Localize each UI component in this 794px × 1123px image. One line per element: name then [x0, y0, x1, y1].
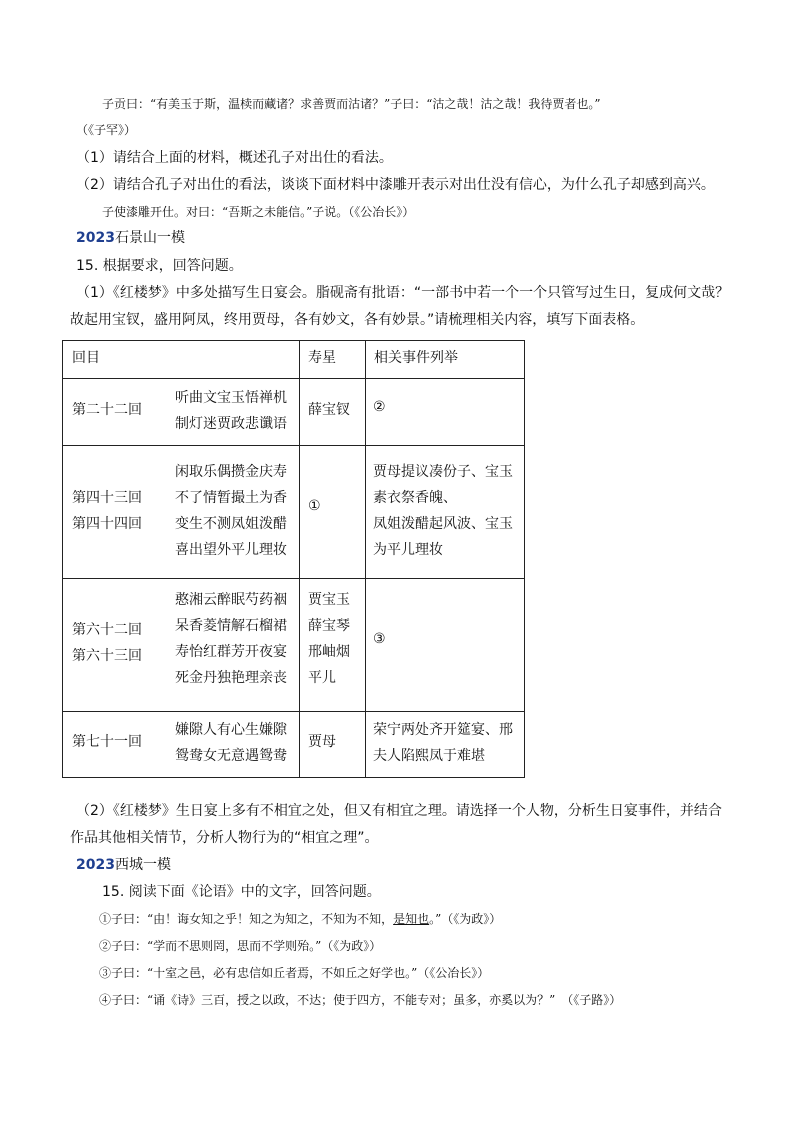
- section-name: 西城一模: [114, 857, 171, 873]
- birthday-people: [300, 579, 365, 691]
- star-cell: [300, 446, 366, 579]
- events-cell: [366, 712, 525, 778]
- event-line: 荣宁两处齐开筵宴、邢: [373, 722, 513, 738]
- header-cell: [366, 341, 525, 379]
- question-15-heading: 15. 根据要求，回答问题。: [76, 258, 243, 274]
- chapter-title: 不了情暂撮土为香: [175, 490, 287, 506]
- chapter-title: 变生不测凤姐泼醋: [175, 516, 287, 532]
- star-cell: [300, 379, 366, 446]
- birthday-person: 邢岫烟: [308, 644, 350, 660]
- chapter-cell: [63, 379, 300, 446]
- question-1: （1）请结合上面的材料，概述孔子对出仕的看法。: [76, 150, 393, 166]
- quote-speaker: 子贡曰：: [102, 97, 151, 111]
- table-row: [63, 379, 525, 446]
- header-cell: [63, 341, 300, 379]
- chapter-titles: [175, 717, 287, 769]
- birthday-person: 贾宝玉: [308, 592, 350, 608]
- chapter-title: 鸳鸯女无意遇鸳鸯: [175, 748, 287, 764]
- section-heading-shijingshan: [76, 228, 185, 248]
- question-15-part1-line2: 故起用宝钗，盛用阿凤，终用贾母，各有妙文，各有妙景。”请梳理相关内容，填写下面表格。: [70, 312, 645, 328]
- header-events: 相关事件列举: [374, 350, 458, 366]
- table-row: [63, 712, 525, 778]
- chapter-numbers: [72, 617, 142, 669]
- event-list: [366, 446, 524, 563]
- chapter-number: 第六十二回: [72, 622, 142, 638]
- chapter-title: 制灯迷贾政悲谶语: [175, 416, 287, 432]
- chapter-titles: [175, 459, 287, 563]
- birthday-person: 平儿: [308, 670, 336, 686]
- answer-blank-2: ②: [373, 399, 386, 415]
- event-line: 素衣祭香魄、: [373, 490, 457, 506]
- chapter-number: 第六十三回: [72, 648, 142, 664]
- analects-item-1: [99, 909, 501, 929]
- chapter-number: 第二十二回: [72, 402, 142, 418]
- underlined-phrase: 是知也: [393, 912, 430, 926]
- quote-zigong: [102, 94, 601, 114]
- chapter-cell: [63, 579, 300, 712]
- birthday-table: [62, 340, 525, 778]
- header-huimu: 回目: [72, 350, 100, 366]
- question-15-part2-line1: （2）《红楼梦》生日宴上多有不相宜之处，但又有相宜之理。请选择一个人物，分析生日宴事件，并结合: [76, 803, 722, 819]
- question-15-part2-line2: 作品其他相关情节，分析人物行为的“相宜之理”。: [70, 830, 379, 846]
- analects-item-2: ②子曰：“学而不思则罔，思而不学则殆。”（《为政》）: [99, 939, 382, 953]
- chapter-cell: [63, 446, 300, 579]
- birthday-person: 薛宝琴: [308, 618, 350, 634]
- events-cell: [366, 379, 525, 446]
- section-name: 石景山一模: [114, 230, 185, 246]
- chapter-numbers: [72, 485, 142, 537]
- answer-blank-1: ①: [308, 498, 321, 514]
- event-list: [366, 712, 524, 769]
- events-cell: [366, 446, 525, 579]
- source-zihan: （《子罕》）: [76, 123, 137, 137]
- analects-text: ①子曰：“由！诲女知之乎！知之为知之，不知为不知，: [99, 912, 394, 926]
- event-line: 为平儿理妆: [373, 542, 443, 558]
- birthday-person: 薛宝钗: [308, 402, 350, 418]
- question-15-part1-line1: （1）《红楼梦》中多处描写生日宴会。脂砚斋有批语：“一部书中若一个一个只管写过生日，复成何文哉？: [76, 285, 730, 301]
- quote-text: “有美玉于斯，温椟而藏诸？求善贾而沽诸？”子曰：“沽之哉！沽之哉！我待贾者也。”: [150, 97, 601, 111]
- chapter-number: 第四十三回: [72, 490, 142, 506]
- chapter-title: 憨湘云醉眠芍药裀: [175, 592, 287, 608]
- star-cell: [300, 712, 366, 778]
- year-label: 2023: [76, 857, 115, 873]
- table-header-row: [63, 341, 525, 379]
- answer-blank-3: ③: [373, 631, 386, 647]
- analects-item-3: ③子曰：“十室之邑，必有忠信如丘者焉，不如丘之好学也。”（《公冶长》）: [99, 966, 490, 980]
- section-heading-xicheng: [76, 855, 171, 875]
- event-line: 夫人陷熙凤于难堪: [373, 748, 485, 764]
- chapter-title: 寿怡红群芳开夜宴: [175, 644, 287, 660]
- header-cell: [300, 341, 366, 379]
- chapter-cell: [63, 712, 300, 778]
- year-label: 2023: [76, 230, 115, 246]
- table-row: [63, 446, 525, 579]
- question-2: （2）请结合孔子对出仕的看法，谈谈下面材料中漆雕开表示对出仕没有信心，为什么孔子却感到高兴。: [76, 177, 715, 193]
- chapter-title: 听曲文宝玉悟禅机: [175, 390, 287, 406]
- chapter-titles: [175, 587, 287, 691]
- event-line: 贾母提议凑份子、宝玉: [373, 464, 513, 480]
- chapter-title: 嫌隙人有心生嫌隙: [175, 722, 287, 738]
- chapter-number: 第七十一回: [72, 734, 142, 750]
- chapter-title: 死金丹独艳理亲丧: [175, 670, 287, 686]
- star-cell: [300, 579, 366, 712]
- quote-qidiaokai: 子使漆雕开仕。对曰：“吾斯之未能信。”子说。（《公冶长》）: [102, 205, 415, 219]
- birthday-person: 贾母: [308, 734, 336, 750]
- chapter-title: 呆香菱情解石榴裙: [175, 618, 287, 634]
- table-row: [63, 579, 525, 712]
- question-15-xicheng-heading: 15. 阅读下面《论语》中的文字，回答问题。: [102, 884, 381, 900]
- chapter-number: 第四十四回: [72, 516, 142, 532]
- chapter-title: 闲取乐偶攒金庆寿: [175, 464, 287, 480]
- analects-item-4: ④子曰：“诵《诗》三百，授之以政，不达；使于四方，不能专对；虽多，亦奚以为？” （《子路》）: [99, 993, 622, 1007]
- events-cell: [366, 579, 525, 712]
- analects-source: 。”（《为政》）: [429, 912, 502, 926]
- header-shouxing: 寿星: [308, 350, 336, 366]
- chapter-title: 喜出望外平儿理妆: [175, 542, 287, 558]
- event-line: 凤姐泼醋起风波、宝玉: [373, 516, 513, 532]
- chapter-titles: [175, 385, 287, 437]
